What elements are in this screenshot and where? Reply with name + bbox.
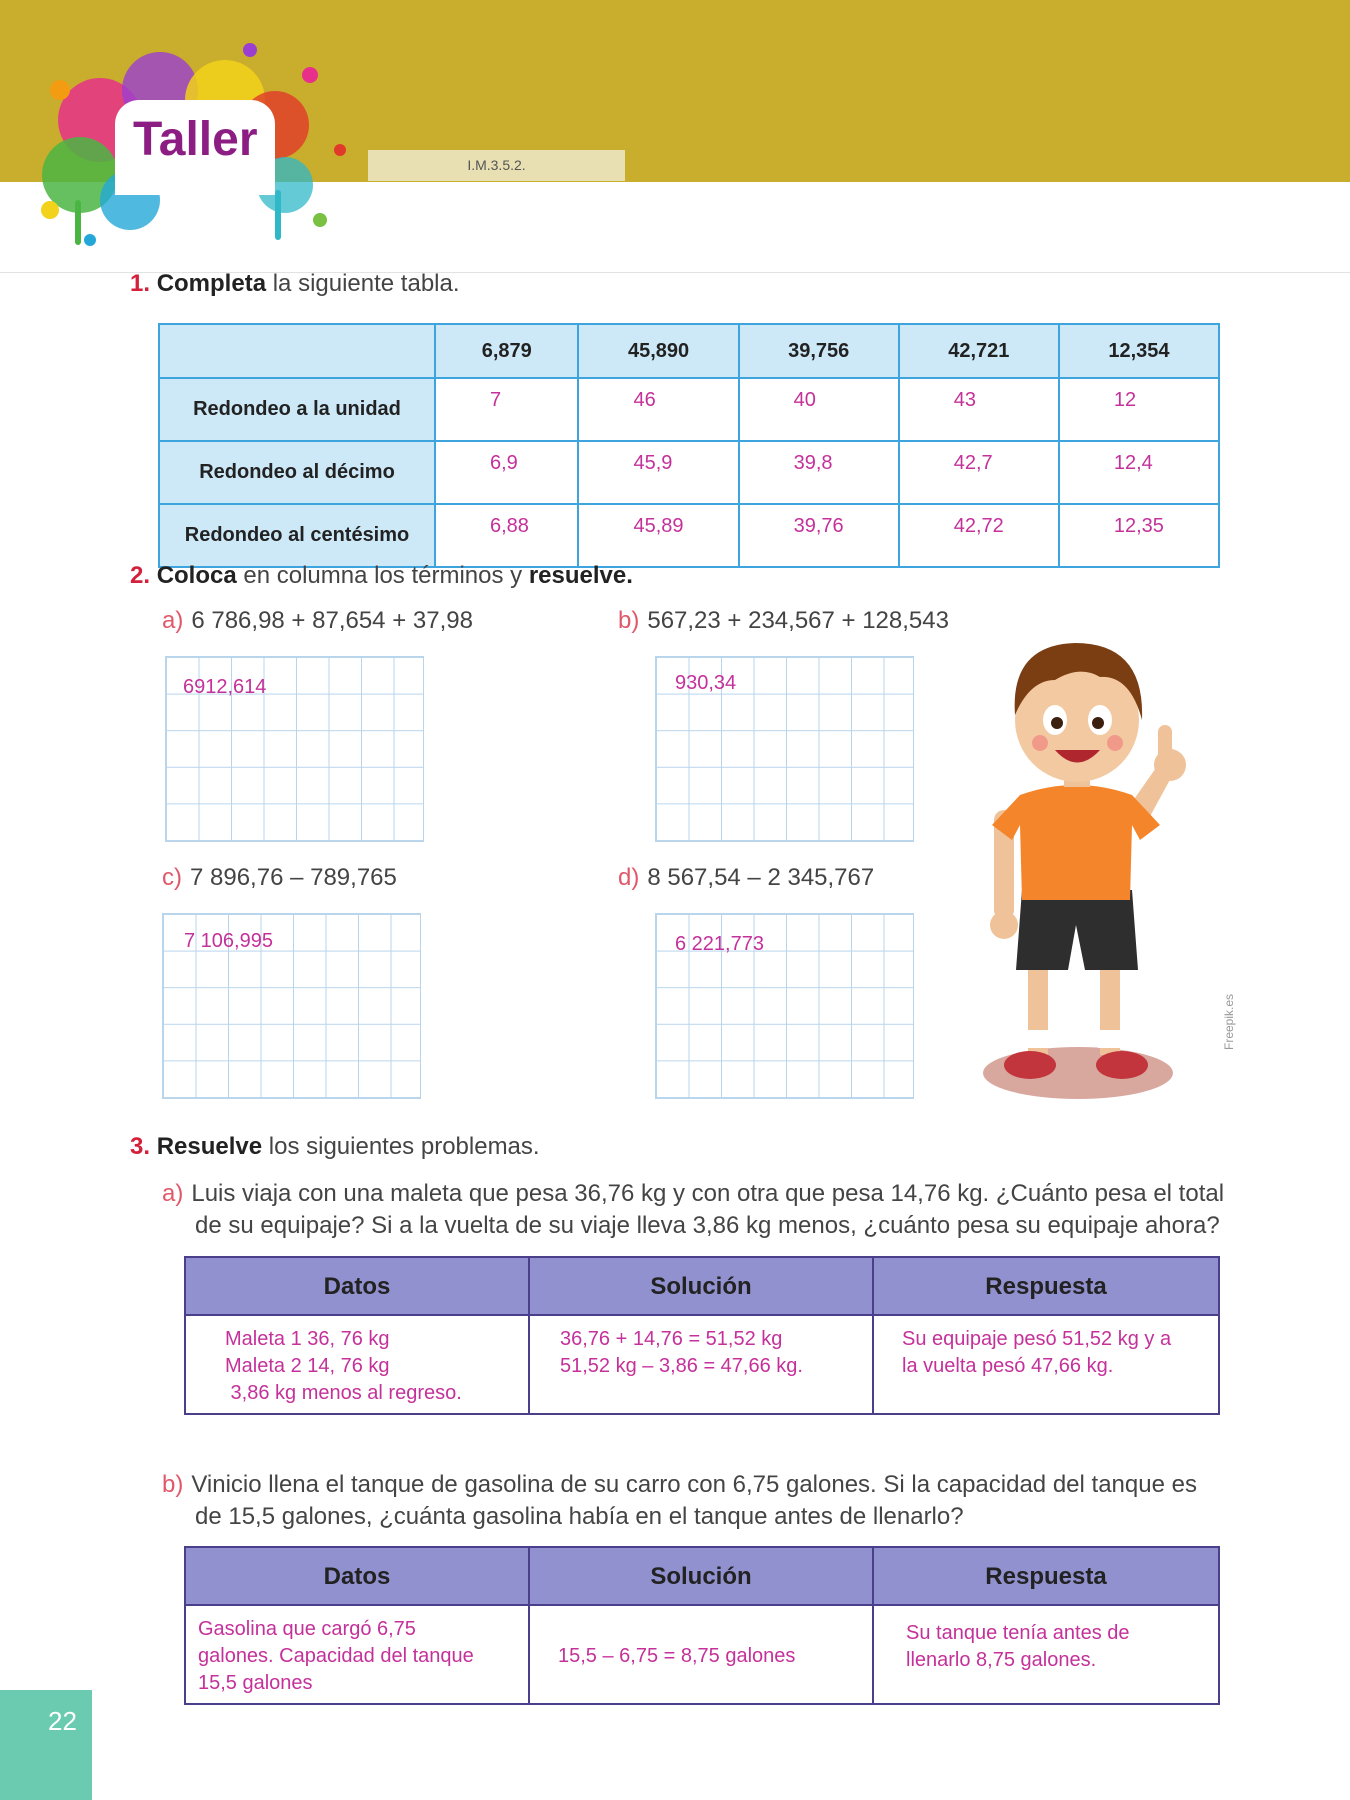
exercise-d: d) 8 567,54 – 2 345,767 bbox=[618, 864, 875, 891]
row-label: Redondeo al centésimo bbox=[159, 504, 435, 567]
answer-cell: 39,8 bbox=[739, 441, 899, 504]
header-datos: Datos bbox=[185, 1547, 529, 1605]
question-2-prompt: 2. Coloca en columna los términos y resuelve. bbox=[130, 562, 633, 589]
header-solucion: Solución bbox=[529, 1257, 873, 1315]
exercise-a: a) 6 786,98 + 87,654 + 37,98 bbox=[162, 607, 473, 634]
table-row bbox=[159, 378, 1219, 441]
header-respuesta: Respuesta bbox=[873, 1257, 1219, 1315]
rounding-table bbox=[158, 323, 1220, 568]
boy-illustration bbox=[960, 625, 1200, 1115]
column-header: 39,756 bbox=[739, 324, 899, 378]
answer-cell: 42,7 bbox=[899, 441, 1059, 504]
table-row bbox=[159, 504, 1219, 567]
column-header: 6,879 bbox=[435, 324, 578, 378]
column-header: 45,890 bbox=[578, 324, 738, 378]
answer-cell: 12,35 bbox=[1059, 504, 1219, 567]
grid-answer-a: 6912,614 bbox=[183, 676, 267, 698]
answer-cell: 39,76 bbox=[739, 504, 899, 567]
answer-cell: 45,89 bbox=[578, 504, 738, 567]
exercise-b: b) 567,23 + 234,567 + 128,543 bbox=[618, 607, 949, 634]
image-credit: Freepik.es bbox=[1222, 993, 1236, 1050]
answer-cell: 42,72 bbox=[899, 504, 1059, 567]
grid-answer-d: 6 221,773 bbox=[675, 933, 764, 955]
row-label: Redondeo al décimo bbox=[159, 441, 435, 504]
respuesta-cell: Su tanque tenía antes de llenarlo 8,75 galones. bbox=[873, 1605, 1219, 1704]
table-header-row bbox=[159, 324, 1219, 378]
answer-cell: 6,88 bbox=[435, 504, 578, 567]
answer-cell: 40 bbox=[739, 378, 899, 441]
column-header: 42,721 bbox=[899, 324, 1059, 378]
solucion-cell: 36,76 + 14,76 = 51,52 kg 51,52 kg – 3,86 = 47,66 kg. bbox=[529, 1315, 873, 1414]
answer-cell: 7 bbox=[435, 378, 578, 441]
row-label: Redondeo a la unidad bbox=[159, 378, 435, 441]
problem-a-text: a) Luis viaja con una maleta que pesa 36,76 kg y con otra que pesa 14,76 kg. ¿Cuánto pesa el total de su equipaje? Si a la vuelta de su viaje lleva 3,86 kg menos, ¿cuánto pesa su equipaje ahora? bbox=[162, 1180, 1225, 1239]
respuesta-cell: Su equipaje pesó 51,52 kg y a la vuelta pesó 47,66 kg. bbox=[873, 1315, 1219, 1414]
answer-cell: 12 bbox=[1059, 378, 1219, 441]
answer-cell: 6,9 bbox=[435, 441, 578, 504]
problem-a-table bbox=[184, 1256, 1220, 1415]
answer-cell: 46 bbox=[578, 378, 738, 441]
datos-cell: Gasolina que cargó 6,75 galones. Capacidad del tanque 15,5 galones bbox=[185, 1605, 529, 1704]
exercise-c: c) 7 896,76 – 789,765 bbox=[162, 864, 397, 891]
column-header: 12,354 bbox=[1059, 324, 1219, 378]
page-number-box bbox=[0, 1690, 92, 1800]
grid-answer-b: 930,34 bbox=[675, 672, 737, 694]
header-respuesta: Respuesta bbox=[873, 1547, 1219, 1605]
page-title: Taller bbox=[133, 113, 258, 166]
question-1-prompt: 1. Completa la siguiente tabla. bbox=[130, 270, 460, 297]
question-3-prompt: 3. Resuelve los siguientes problemas. bbox=[130, 1133, 540, 1160]
table-corner-cell bbox=[159, 324, 435, 378]
answer-cell: 45,9 bbox=[578, 441, 738, 504]
table-row bbox=[159, 441, 1219, 504]
problem-b-text: b) Vinicio llena el tanque de gasolina de su carro con 6,75 galones. Si la capacidad del tanque es de 15,5 galones, ¿cuánta gasolina había en el tanque antes de llenarlo? bbox=[162, 1471, 1197, 1530]
datos-cell: Maleta 1 36, 76 kg Maleta 2 14, 76 kg 3,86 kg menos al regreso. bbox=[185, 1315, 529, 1414]
answer-cell: 12,4 bbox=[1059, 441, 1219, 504]
problem-b-table bbox=[184, 1546, 1220, 1705]
header-solucion: Solución bbox=[529, 1547, 873, 1605]
grid-answer-c: 7 106,995 bbox=[184, 930, 273, 952]
solucion-cell: 15,5 – 6,75 = 8,75 galones bbox=[529, 1605, 873, 1704]
answer-cell: 43 bbox=[899, 378, 1059, 441]
skill-code: I.M.3.5.2. bbox=[368, 150, 625, 181]
header-datos: Datos bbox=[185, 1257, 529, 1315]
page-number: 22 bbox=[48, 1706, 77, 1736]
